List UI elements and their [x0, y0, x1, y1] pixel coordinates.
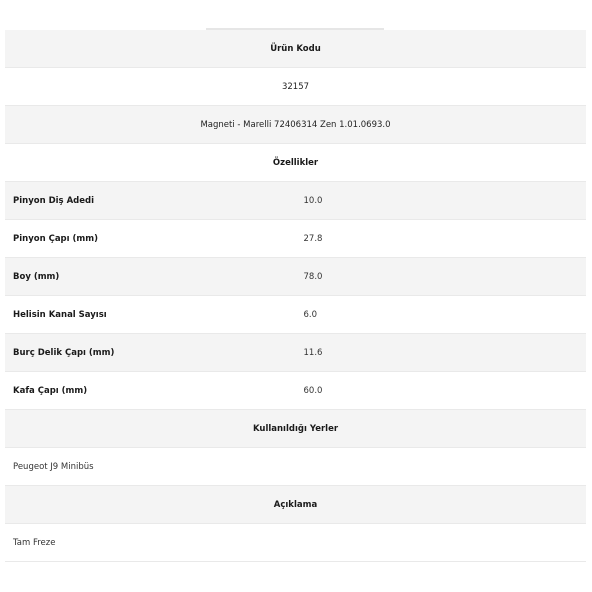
- spec-label: Pinyon Çapı (mm): [5, 220, 296, 258]
- description-value: Tam Freze: [5, 524, 586, 562]
- spec-row: [5, 258, 586, 296]
- usage-heading-row: [5, 410, 586, 448]
- spec-label: Boy (mm): [5, 258, 296, 296]
- specs-heading: Özellikler: [5, 144, 586, 182]
- spec-label: Kafa Çapı (mm): [5, 372, 296, 410]
- spec-row: [5, 220, 586, 258]
- spec-value: 10.0: [296, 182, 587, 220]
- spec-row: [5, 334, 586, 372]
- product-spec-table: [5, 30, 586, 562]
- usage-row: [5, 448, 586, 486]
- spec-value: 27.8: [296, 220, 587, 258]
- spec-label: Helisin Kanal Sayısı: [5, 296, 296, 334]
- product-code-value: 32157: [5, 68, 586, 106]
- product-code-row: [5, 68, 586, 106]
- product-code-heading-row: [5, 30, 586, 68]
- description-row: [5, 524, 586, 562]
- spec-label: Burç Delik Çapı (mm): [5, 334, 296, 372]
- usage-heading: Kullanıldığı Yerler: [5, 410, 586, 448]
- specs-heading-row: [5, 144, 586, 182]
- description-heading-row: [5, 486, 586, 524]
- usage-value: Peugeot J9 Minibüs: [5, 448, 586, 486]
- spec-value: 11.6: [296, 334, 587, 372]
- spec-value: 60.0: [296, 372, 587, 410]
- spec-value: 78.0: [296, 258, 587, 296]
- cross-reference-row: [5, 106, 586, 144]
- spec-label: Pinyon Diş Adedi: [5, 182, 296, 220]
- cross-reference-value: Magneti - Marelli 72406314 Zen 1.01.0693.0: [5, 106, 586, 144]
- description-heading: Açıklama: [5, 486, 586, 524]
- spec-row: [5, 372, 586, 410]
- product-code-heading: Ürün Kodu: [5, 30, 586, 68]
- spec-row: [5, 296, 586, 334]
- spec-row: [5, 182, 586, 220]
- spec-value: 6.0: [296, 296, 587, 334]
